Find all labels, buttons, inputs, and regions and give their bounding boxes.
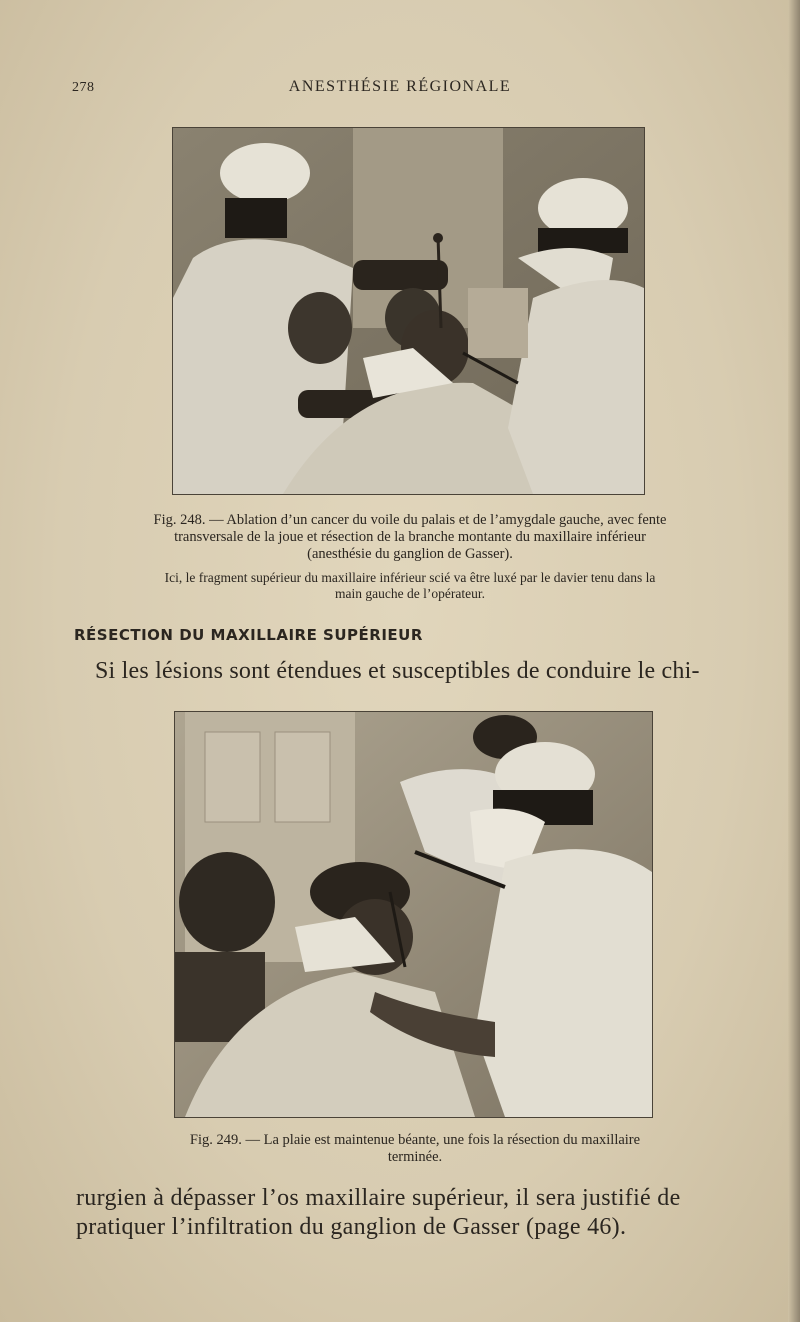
figure-249-caption: Fig. 249. — La plaie est maintenue béante, une fois la résection du maxillaire terminée. [189,1132,641,1165]
body-text-line: pratiquer l’infiltration du ganglion de Gasser (page 46). [76,1214,627,1240]
page-edge-shadow [788,0,800,1322]
body-text-line: rurgien à dépasser l’os maxillaire supérieur, il sera justifié de [76,1185,681,1211]
body-text-line: Si les lésions sont étendues et susceptibles de conduire le chi- [95,658,700,684]
figure-248-photo [172,127,645,495]
figure-248-caption: Fig. 248. — Ablation d’un cancer du voile du palais et de l’amygdale gauche, avec fente transversale de la joue et résection de la branche montante du maxillaire inférieur (anesthésie du ganglion de Gasser). [153,512,667,562]
page-number: 278 [72,80,95,95]
running-title: ANESTHÉSIE RÉGIONALE [288,78,512,95]
section-heading: RÉSECTION DU MAXILLAIRE SUPÉRIEUR [74,626,423,644]
figure-248-note: Ici, le fragment supérieur du maxillaire inférieur scié va être luxé par le davier tenu dans la main gauche de l’opérateur. [164,570,656,601]
figure-249-photo [174,711,653,1118]
